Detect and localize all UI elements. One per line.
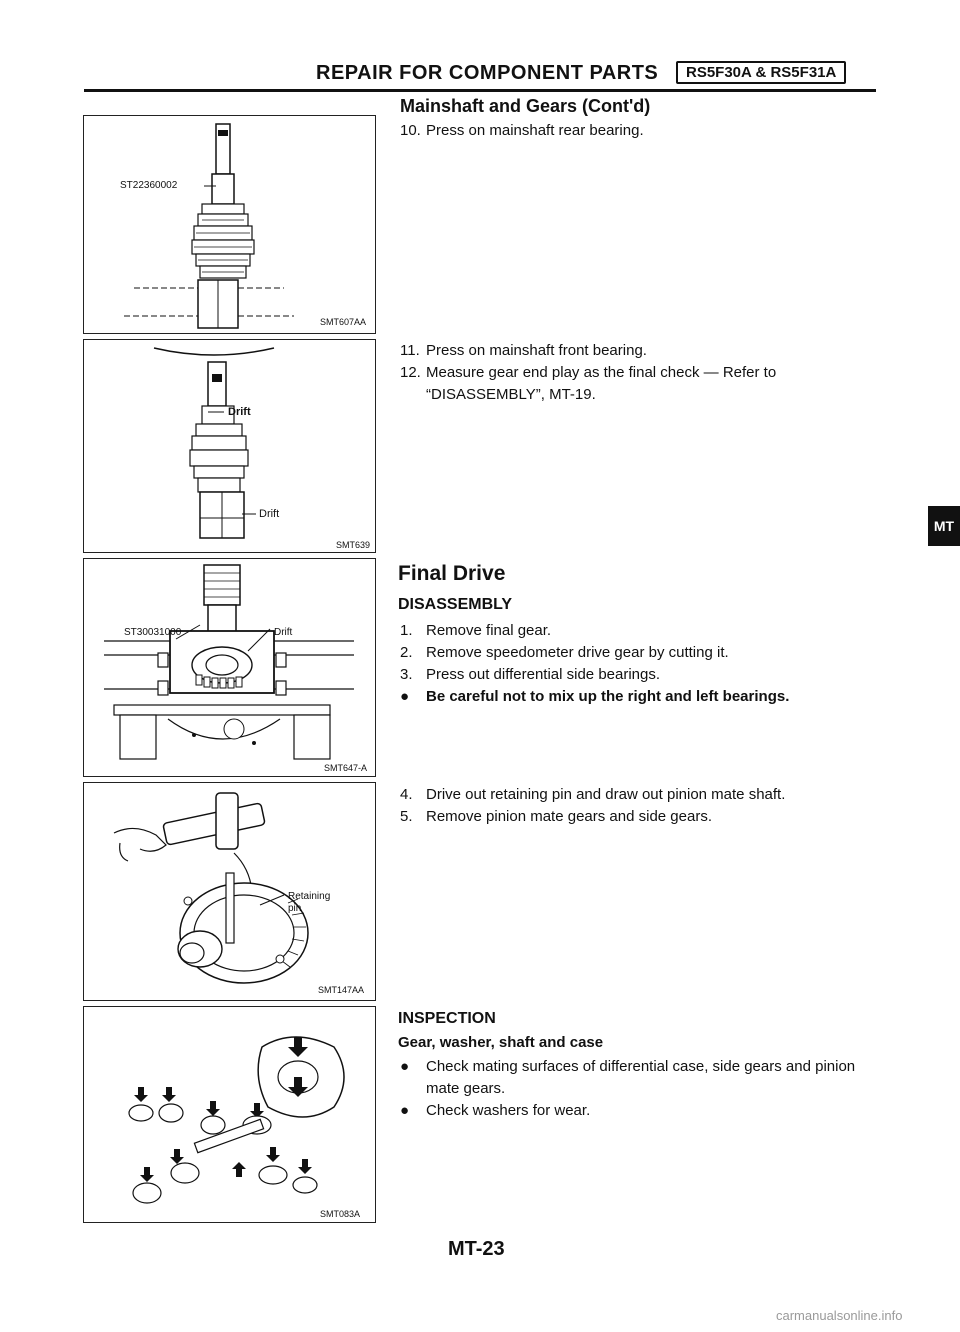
step-11 [400, 340, 890, 362]
step-text: Press on mainshaft rear bearing. [426, 122, 644, 139]
step-text: Press on mainshaft front bearing. [426, 342, 647, 359]
tool-label-st30031000: ST30031000 [124, 627, 182, 638]
disassembly-heading: DISASSEMBLY [398, 596, 513, 613]
figure-code: SMT607AA [320, 317, 367, 327]
figure-smt147aa [83, 782, 376, 1001]
figure-code: SMT083A [320, 1209, 361, 1219]
drift-label: Drift [274, 627, 293, 638]
differential-inspection-illustration [84, 1007, 375, 1222]
drift-label-bottom: Drift [259, 508, 280, 520]
bullet-icon: ● [400, 688, 410, 705]
section-title: Mainshaft and Gears (Cont'd) [400, 96, 651, 116]
step-number: 2. [400, 644, 413, 661]
figure-code: SMT147AA [318, 985, 365, 995]
figure-code: SMT647-A [324, 763, 368, 773]
figure-smt639 [83, 339, 376, 553]
disassembly-steps [400, 620, 890, 708]
header-rule [84, 89, 876, 92]
step-number: 1. [400, 622, 413, 639]
section-tab-mt: MT [928, 506, 960, 546]
caution-text: Be careful not to mix up the right and left bearings. [426, 688, 790, 705]
figure-smt083a [83, 1006, 376, 1223]
inspection-bullet [400, 1100, 890, 1122]
figure-smt647a [83, 558, 376, 777]
step-3 [400, 664, 890, 686]
bullet-text: Check washers for wear. [426, 1102, 591, 1119]
mainshaft-rear-bearing-illustration [84, 116, 375, 333]
step-5 [400, 806, 890, 828]
retaining-pin-removal-illustration [84, 783, 375, 1000]
step-number: 3. [400, 666, 413, 683]
inspection-bullets [400, 1056, 890, 1122]
step-10 [400, 120, 890, 142]
figure-smt607aa [83, 115, 376, 334]
disassembly-steps-2 [400, 784, 890, 828]
step-text: Remove final gear. [426, 622, 552, 639]
step-text: Remove pinion mate gears and side gears. [426, 808, 712, 825]
step-12 [400, 362, 890, 406]
model-badge: RS5F30A & RS5F31A [676, 61, 846, 84]
step-text: Remove speedometer drive gear by cutting it. [426, 644, 729, 661]
bullet-icon: ● [400, 1102, 410, 1119]
step-1 [400, 620, 890, 642]
step-2 [400, 642, 890, 664]
bullet-text: Check mating surfaces of differential case, side gears and pinion mate gears. [426, 1058, 856, 1097]
retaining-pin-label: Retaining [288, 891, 331, 902]
page-number: MT-23 [448, 1238, 505, 1260]
steps-a [400, 120, 890, 142]
figure-code: SMT639 [336, 540, 371, 550]
mainshaft-front-bearing-illustration [84, 340, 375, 552]
step-number: 12. [400, 364, 421, 381]
step-text: Measure gear end play as the final check — Refer to “DISASSEMBLY”, MT-19. [426, 364, 777, 403]
tool-label-st22360002: ST22360002 [120, 180, 178, 191]
inspection-heading: INSPECTION [398, 1010, 496, 1027]
caution-bullet [400, 686, 890, 708]
inspection-bullet [400, 1056, 890, 1100]
step-4 [400, 784, 890, 806]
header-title: REPAIR FOR COMPONENT PARTS [316, 62, 659, 84]
inspection-subheading: Gear, washer, shaft and case [398, 1034, 604, 1051]
side-bearing-press-illustration [84, 559, 375, 776]
step-number: 5. [400, 808, 413, 825]
retaining-pin-label: pin [288, 903, 302, 914]
steps-b [400, 340, 890, 406]
step-number: 10. [400, 122, 421, 139]
watermark: carmanualsonline.info [776, 1308, 903, 1323]
step-number: 4. [400, 786, 413, 803]
drift-label-top: Drift [228, 406, 251, 418]
final-drive-title: Final Drive [398, 562, 506, 585]
bullet-icon: ● [400, 1058, 410, 1075]
step-text: Drive out retaining pin and draw out pinion mate shaft. [426, 786, 786, 803]
step-number: 11. [400, 342, 420, 359]
step-text: Press out differential side bearings. [426, 666, 661, 683]
